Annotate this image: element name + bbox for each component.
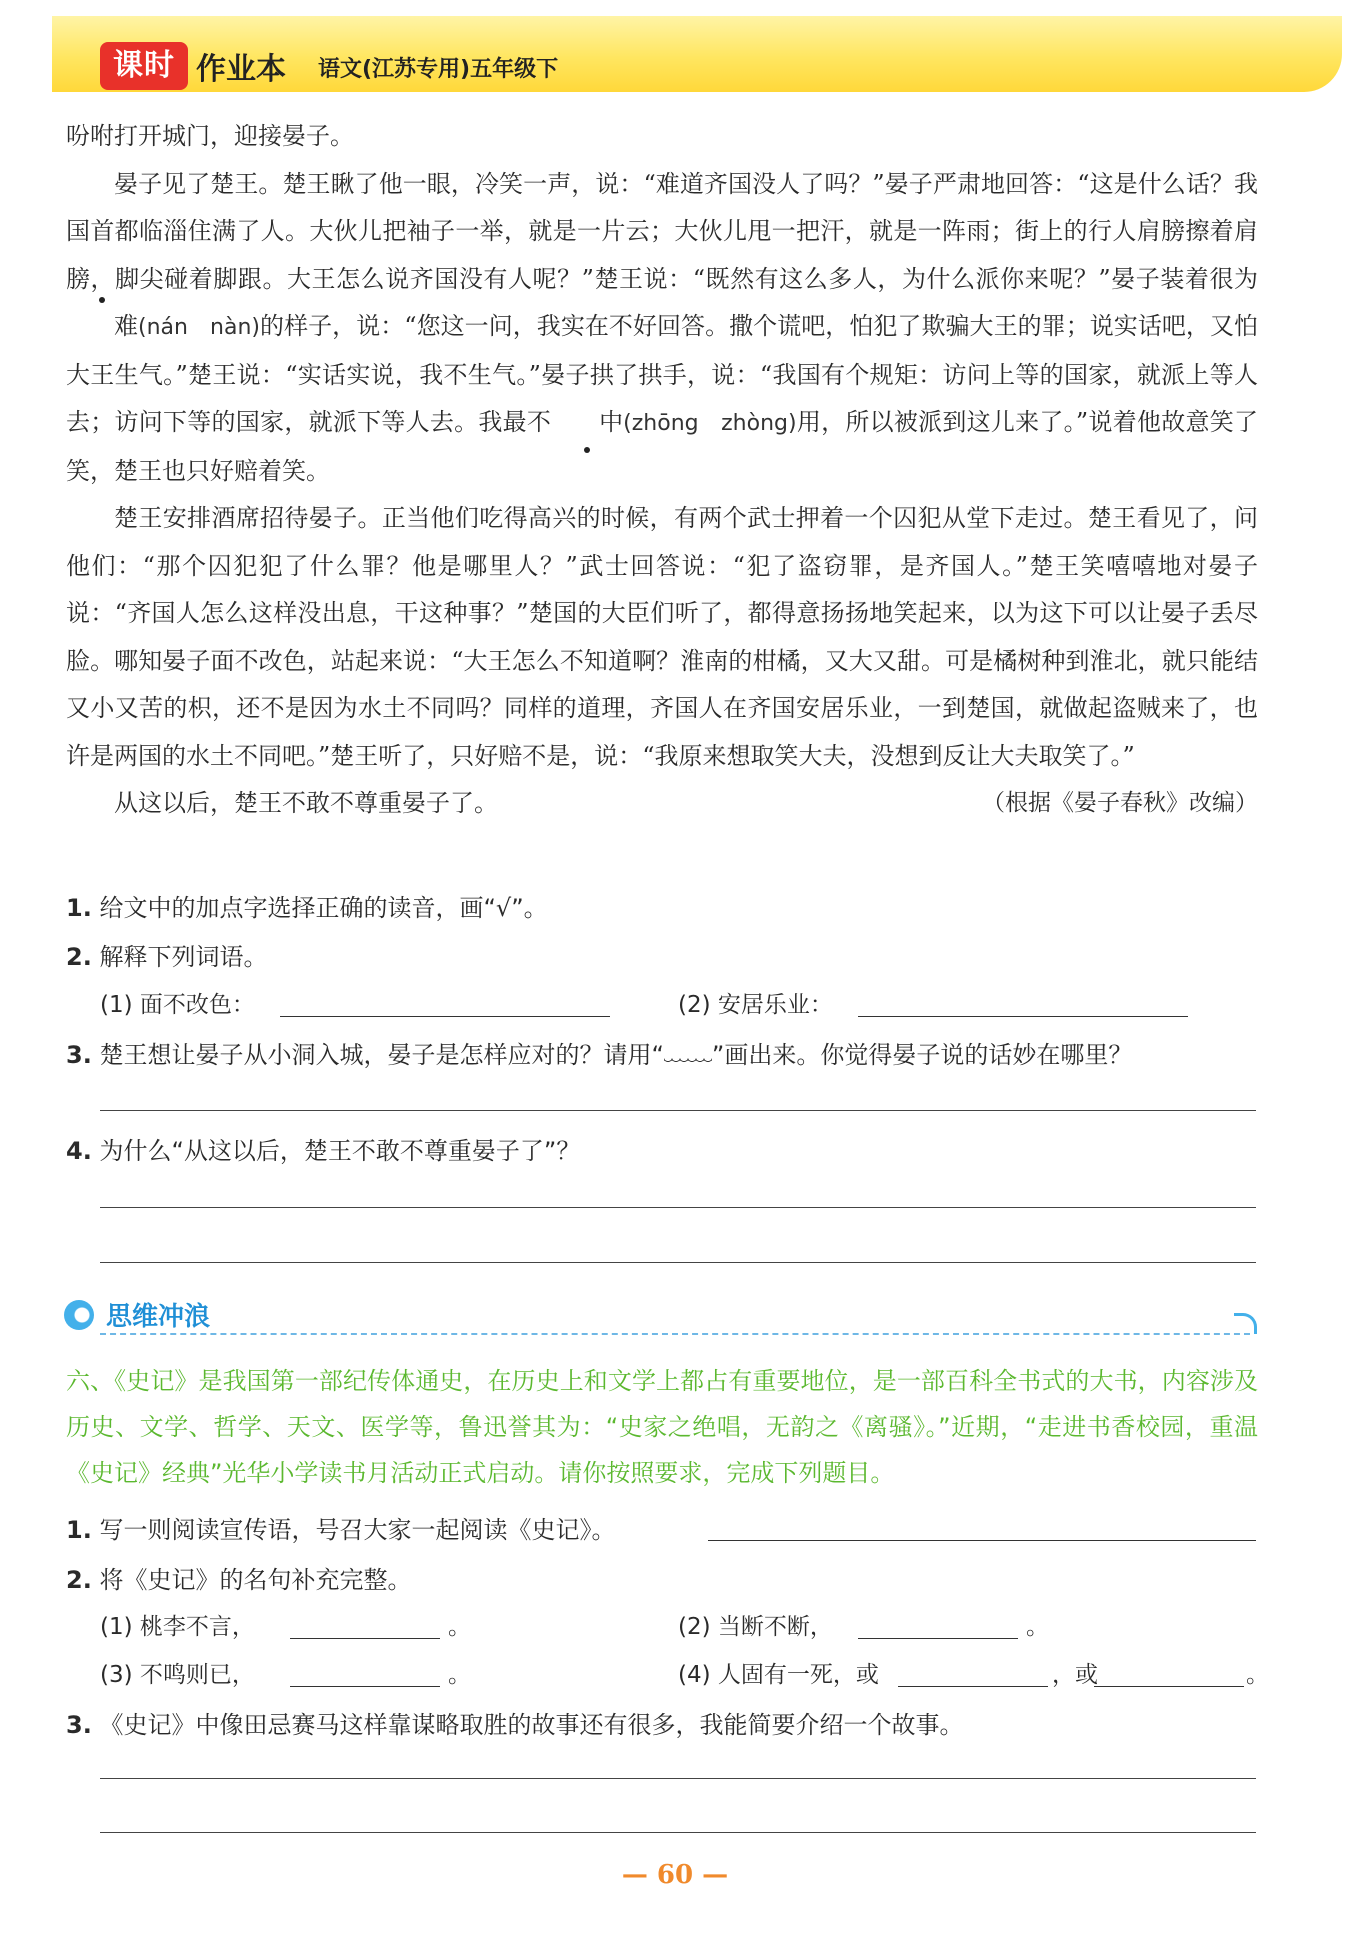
section-question-2 (66, 1560, 411, 1595)
passage-paragraph-0: 吩咐打开城门，迎接晏子。 (66, 122, 354, 150)
quote-4-blank-2[interactable] (1094, 1686, 1244, 1687)
wave-logo-icon (64, 1300, 94, 1330)
dotted-char-zhong: 中 (551, 399, 623, 447)
question-text: 为什么“从这以后，楚王不敢不尊重晏子了”？ (99, 1137, 581, 1165)
section-question-1 (66, 1510, 615, 1545)
quote-3-blank[interactable] (290, 1686, 440, 1687)
q2-item-1-answer-line[interactable] (280, 1016, 610, 1017)
wavy-underline-icon (664, 1057, 712, 1071)
quote-2-period: 。 (1026, 1614, 1049, 1640)
passage-text: 晏子见了楚王。楚王瞅了他一眼，冷笑一声，说：“难道齐国没人了吗？”晏子严肃地回答：“这是什么话？我国首都临淄住满了人。大伙儿把袖子一举，就是一片云；大伙儿甩一把汗，就是一阵雨；街上的行人肩膀擦着肩膀，脚尖碰着脚跟。大王怎么说齐国没有人呢？”楚王说：“既然有这么多人，为什么派你来呢？”晏子装着很为 (66, 169, 1258, 293)
section-title: 思维冲浪 (106, 1302, 211, 1332)
question-3 (66, 1035, 1132, 1071)
question-number: 2. (66, 1566, 92, 1594)
subject-title: 语文(江苏专用)五年级下 (318, 57, 559, 82)
wave-end-icon (1234, 1313, 1257, 1334)
q4-answer-line-1[interactable] (100, 1207, 1256, 1208)
section-question-3 (66, 1705, 963, 1740)
quote-4-blank-1[interactable] (898, 1686, 1048, 1687)
passage-text: 的样子，说：“您这一问，我实在不好回答。撒个谎吧，怕犯了欺骗大王的罪；说实话吧，又怕大王生气。”楚王说：“实话实说，我不生气。”晏子拱了拱手，说：“我国有个规矩：访问上等的国家，就派上等人去；访问下等的国家，就派下等人去。我最不 (66, 312, 1258, 436)
question-number: 3. (66, 1041, 92, 1069)
page-number: — 60 — (621, 1860, 729, 1890)
pinyin-options-nan: (nán nàn) (138, 315, 260, 340)
quote-3-period: 。 (448, 1662, 471, 1688)
passage-paragraph-3 (66, 780, 1258, 828)
question-1 (66, 888, 548, 923)
passage-paragraph-2: 楚王安排酒席招待晏子。正当他们吃得高兴的时候，有两个武士押着一个囚犯从堂下走过。楚王看见了，问他们：“那个囚犯犯了什么罪？他是哪里人？”武士回答说：“犯了盗窃罪，是齐国人。”楚王笑嘻嘻地对晏子说：“齐国人怎么这样没出息，干这种事？”楚国的大臣们听了，都得意扬扬地笑起来，以为这下可以让晏子丢尽脸。哪知晏子面不改色，站起来说：“大王怎么不知道啊？淮南的柑橘，又大又甜。可是橘树种到淮北，就只能结又小又苦的枳，还不是因为水土不同吗？同样的道理，齐国人在齐国安居乐业，一到楚国，就做起盗贼来了，也许是两国的水土不同吧。”楚王听了，只好赔不是，说：“我原来想取笑大夫，没想到反让大夫取笑了。” (66, 504, 1258, 770)
book-badge: 课时 (100, 42, 188, 90)
passage (66, 113, 1258, 828)
question-text: 给文中的加点字选择正确的读音，画“√”。 (99, 894, 548, 922)
question-text: 《史记》中像田忌赛马这样靠谋略取胜的故事还有很多，我能简要介绍一个故事。 (99, 1711, 964, 1739)
question-text: ”画出来。你觉得晏子说的话妙在哪里？ (711, 1041, 1133, 1069)
quote-4-label: (4) 人固有一死，或 (678, 1662, 879, 1688)
question-number: 1. (66, 1516, 92, 1544)
q2-item-1-label: (1) 面不改色： (100, 992, 255, 1018)
question-text: 将《史记》的名句补充完整。 (99, 1566, 412, 1594)
pinyin-options-zhong: (zhōng zhòng) (623, 411, 797, 436)
question-4 (66, 1131, 580, 1166)
section-divider (100, 1333, 1250, 1335)
q2-item-2-label: (2) 安居乐业： (678, 992, 833, 1018)
q3-answer-line[interactable] (100, 1110, 1256, 1111)
quote-1-label: (1) 桃李不言， (100, 1614, 255, 1640)
question-number: 3. (66, 1711, 92, 1739)
quote-3-label: (3) 不鸣则已， (100, 1662, 255, 1688)
section-intro: 六、《史记》是我国第一部纪传体通史，在历史上和文学上都占有重要地位，是一部百科全书式的大书，内容涉及历史、文学、哲学、天文、医学等，鲁迅誉其为：“史家之绝唱，无韵之《离骚》。”近期，“走进书香校园，重温《史记》经典”光华小学读书月活动正式启动。请你按照要求，完成下列题目。 (66, 1367, 1258, 1487)
story-answer-line-2[interactable] (100, 1832, 1256, 1833)
quote-1-period: 。 (448, 1614, 471, 1640)
quote-2-label: (2) 当断不断， (678, 1614, 833, 1640)
book-title: 作业本 (196, 52, 286, 87)
question-text: 写一则阅读宣传语，号召大家一起阅读《史记》。 (99, 1516, 616, 1544)
quote-4-middle: ，或 (1052, 1662, 1098, 1688)
question-number: 2. (66, 943, 92, 971)
passage-ending: 从这以后，楚王不敢不尊重晏子了。 (114, 789, 498, 817)
passage-source: （根据《晏子春秋》改编） (982, 790, 1258, 816)
dotted-char-nan: 难 (66, 303, 138, 351)
story-answer-line-1[interactable] (100, 1778, 1256, 1779)
question-number: 1. (66, 894, 92, 922)
question-text: 楚王想让晏子从小洞入城，晏子是怎样应对的？请用“ (99, 1041, 664, 1069)
question-text: 解释下列词语。 (99, 943, 268, 971)
q2-item-2-answer-line[interactable] (858, 1016, 1188, 1017)
quote-1-blank[interactable] (290, 1638, 440, 1639)
quote-2-blank[interactable] (858, 1638, 1018, 1639)
slogan-answer-line[interactable] (708, 1540, 1256, 1541)
passage-paragraph-1 (66, 161, 1258, 496)
passage-text: 用，所以被派到这儿来了。”说着他故意笑了笑，楚王也只好赔着笑。 (66, 408, 1258, 485)
question-number: 4. (66, 1137, 92, 1165)
question-2 (66, 937, 267, 972)
q4-answer-line-2[interactable] (100, 1262, 1256, 1263)
quote-4-period: 。 (1246, 1662, 1269, 1688)
